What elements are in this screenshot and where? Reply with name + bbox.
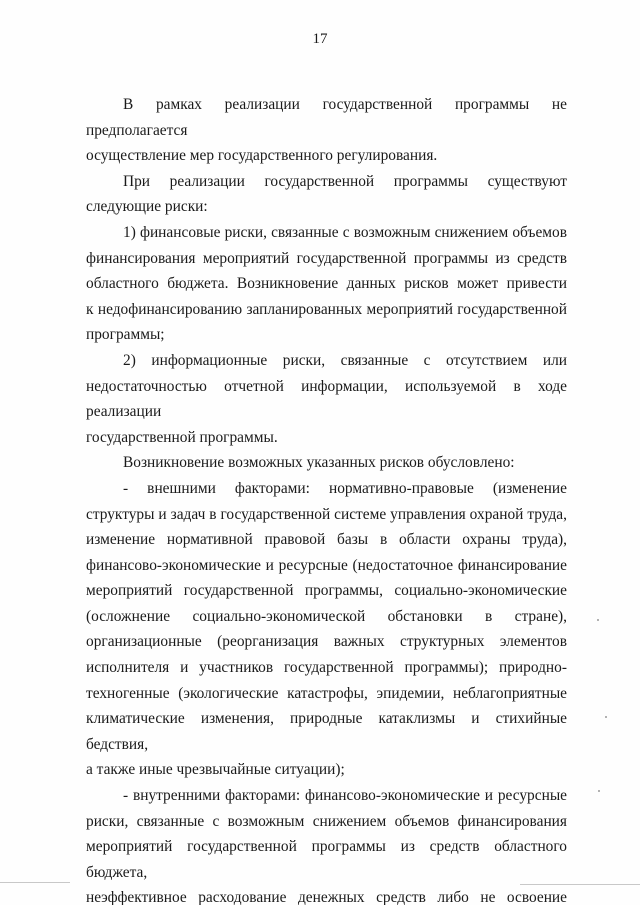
- text-line: исполнителя и участников государственной программы); природно-: [86, 659, 567, 677]
- text-line: техногенные (экологические катастрофы, эпидемии, неблагоприятные: [86, 684, 567, 702]
- text-line: изменение нормативной правовой базы в области охраны труда),: [86, 531, 567, 549]
- document-body: [86, 92, 567, 905]
- text-line: финансирования мероприятий государственной программы из средств: [86, 249, 567, 267]
- text-line: организационные (реорганизация важных структурных элементов: [86, 633, 567, 651]
- text-line: недостаточностью отчетной информации, используемой в ходе реализации: [86, 377, 567, 421]
- text-line: а также иные чрезвычайные ситуации);: [86, 761, 345, 779]
- page-number: 17: [312, 31, 328, 47]
- text-line: - внутренними факторами: финансово-экономические и ресурсные: [123, 787, 567, 805]
- text-line: неэффективное расходование денежных средств либо не освоение: [86, 889, 567, 905]
- text-line: областного бюджета. Возникновение данных рисков может привести: [86, 275, 567, 293]
- text-line: структуры и задач в государственной системе управления охраной труда,: [86, 505, 567, 523]
- text-line: При реализации государственной программы существуют: [123, 172, 567, 190]
- text-line: В рамках реализации государственной программы не предполагается: [86, 96, 567, 139]
- text-line: следующие риски:: [86, 198, 208, 216]
- text-line: Возникновение возможных указанных рисков обусловлено:: [123, 454, 515, 472]
- text-line: риски, связанные с возможным снижением объемов финансирования: [86, 812, 567, 830]
- text-line: климатические изменения, природные катаклизмы и стихийные бедствия,: [86, 710, 567, 753]
- scan-speck: [605, 716, 607, 718]
- text-line: мероприятий государственной программы, социально-экономические: [86, 582, 567, 600]
- text-line: осуществление мер государственного регулирования.: [86, 147, 438, 165]
- text-line: к недофинансированию запланированных мероприятий государственной: [86, 300, 567, 318]
- text-line: мероприятий государственной программы из средств областного бюджета,: [86, 838, 567, 881]
- text-line: 2) информационные риски, связанные с отсутствием или: [123, 351, 567, 369]
- scan-edge-line: [0, 882, 70, 883]
- text-line: государственной программы.: [86, 428, 278, 446]
- text-line: 1) финансовые риски, связанные с возможным снижением объемов: [123, 223, 567, 241]
- text-line: финансово-экономические и ресурсные (недостаточное финансирование: [86, 556, 567, 574]
- scan-speck: [598, 790, 600, 792]
- text-line: - внешними факторами: нормативно-правовые (изменение: [123, 479, 567, 497]
- text-line: программы;: [86, 326, 165, 344]
- scan-edge-line: [520, 884, 640, 885]
- scan-speck: [597, 619, 599, 621]
- text-line: (осложнение социально-экономической обстановки в стране),: [86, 607, 567, 625]
